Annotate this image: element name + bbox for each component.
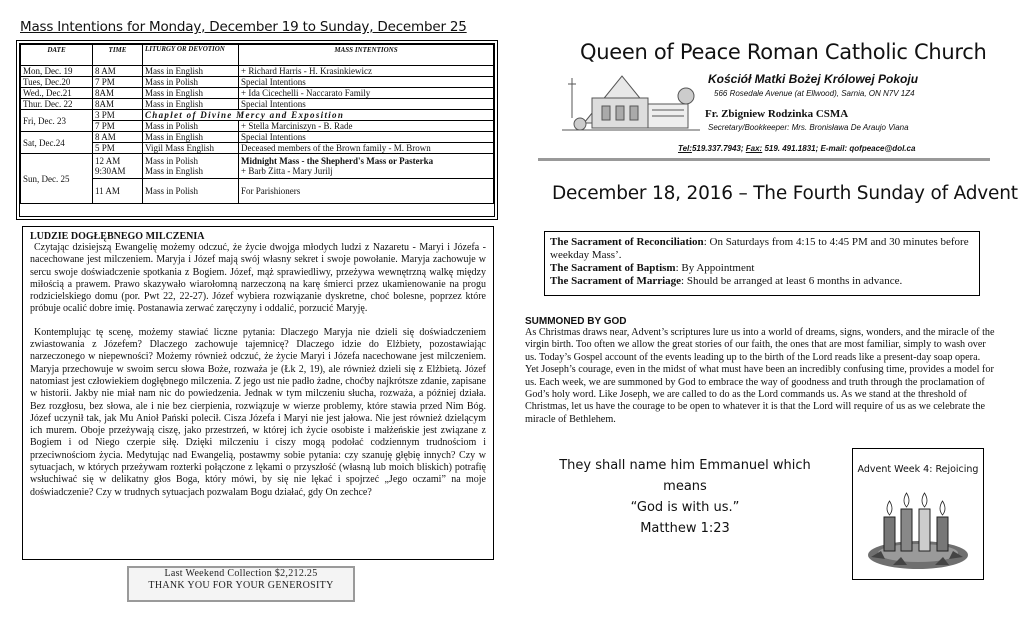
tel-label: Tel:	[678, 144, 692, 153]
row-intention: + Richard Harris - H. Krasinkiewicz	[239, 66, 494, 77]
row-time: 8AM	[93, 99, 143, 110]
row-liturgy: Mass in Polish	[143, 121, 239, 132]
row-date: Thur. Dec. 22	[21, 99, 93, 110]
row-time: 8AM	[93, 88, 143, 99]
row-liturgy: Vigil Mass English	[143, 143, 239, 154]
row-intention: Special Intentions	[239, 99, 494, 110]
quote-line-1: They shall name him Emmanuel which means	[559, 458, 811, 494]
sunday-title: December 18, 2016 – The Fourth Sunday of Advent	[552, 183, 1018, 204]
baptism-text: : By Appointment	[675, 262, 755, 274]
row-chaplet: Chaplet of Divine Mercy and Exposition	[143, 110, 494, 121]
advent-wreath-icon	[863, 481, 973, 573]
row-liturgy	[143, 154, 239, 179]
table-row	[21, 88, 494, 99]
quote-line-2: “God is with us.”	[630, 500, 740, 515]
reconciliation-line	[550, 236, 979, 262]
row-liturgy-2: Mass in English	[145, 166, 204, 176]
table-row	[21, 99, 494, 110]
secretary-name: Secretary/Bookkeeper: Mrs. Bronisława De Araujo Viana	[708, 123, 909, 132]
table-row	[21, 110, 494, 121]
tel-value: 519.337.7943;	[691, 144, 746, 153]
pastor-name: Fr. Zbigniew Rodzinka CSMA	[705, 108, 849, 120]
church-building-image	[562, 68, 700, 140]
scripture-quote	[540, 455, 830, 539]
mass-intentions-table	[20, 44, 494, 204]
row-date: Mon, Dec. 19	[21, 66, 93, 77]
reconciliation-text: : On Saturdays from 4:15 to 4:45 PM and 30 minutes before weekday Mass’.	[550, 236, 969, 261]
advent-wreath-box	[852, 448, 984, 580]
polish-article-body	[30, 242, 486, 499]
header-divider	[538, 158, 990, 161]
row-date: Sat, Dec.24	[21, 132, 93, 154]
mass-intentions-title: Mass Intentions for Monday, December 19 to Sunday, December 25	[20, 19, 467, 35]
marriage-line	[550, 275, 979, 288]
church-address: 566 Rosedale Avenue (at Ellwood), Sarnia, ON N7V 1Z4	[714, 89, 915, 98]
row-intention: Special Intentions	[239, 77, 494, 88]
marriage-text: : Should be arranged at least 6 months in advance.	[681, 275, 903, 287]
polish-paragraph-1: Czytając dzisiejszą Ewangelię możemy odczuć, że życie dwojga młodych ludzi z Nazaretu - Maryi i Józefa - nacechowane jest milczeniem. Maryja i Józef mają swój własny sekret i swoje powołanie. Maryja zachowuje w sercu swoje doświadczenie spotkania z Bogiem. Józef, mąż sprawiedliwy, przeżywa wewnętrzną walkę między miłością a prawem. Prawo skazywało wiarołomną narzeczoną na karę śmierci przez ukamienowanie na progu rodzicielskiego domu (por. Pwt 22, 22-27). Józef wybiera rozwiązanie dyskretne, choć bolesne, poprzez które próbuje ocalić dobre imię. Postanawia zerwać zaręczyny i oddalić, porzucić Maryję.	[30, 242, 486, 315]
church-name: Queen of Peace Roman Catholic Church	[580, 40, 987, 64]
church-name-polish: Kościół Matki Bożej Królowej Pokoju	[708, 72, 919, 86]
row-liturgy: Mass in Polish	[143, 77, 239, 88]
sacraments-box	[544, 231, 980, 296]
marriage-label: The Sacrament of Marriage	[550, 275, 682, 287]
row-date: Tues, Dec.20	[21, 77, 93, 88]
row-intention: Special Intentions	[239, 132, 494, 143]
table-row	[21, 77, 494, 88]
collection-box	[127, 566, 355, 602]
row-date: Wed., Dec.21	[21, 88, 93, 99]
row-liturgy: Mass in English	[143, 99, 239, 110]
row-time: 5 PM	[93, 143, 143, 154]
polish-article-title: LUDZIE DOGŁĘBNEGO MILCZENIA	[30, 231, 205, 242]
row-liturgy: Mass in Polish	[143, 179, 239, 204]
table-row	[21, 154, 494, 179]
row-intention: Deceased members of the Brown family - M. Brown	[239, 143, 494, 154]
reconciliation-label: The Sacrament of Reconciliation	[550, 236, 704, 248]
row-intention: + Ida Cicechelli - Naccarato Family	[239, 88, 494, 99]
collection-amount: Last Weekend Collection $2,212.25	[164, 568, 318, 579]
baptism-line	[550, 262, 979, 275]
col-time: TIME	[93, 45, 143, 66]
row-time: 11 AM	[93, 179, 143, 204]
table-row	[21, 66, 494, 77]
collection-thanks: THANK YOU FOR YOUR GENEROSITY	[148, 580, 334, 591]
row-date: Sun, Dec. 25	[21, 154, 93, 204]
summoned-title: SUMMONED BY GOD	[525, 316, 627, 327]
baptism-label: The Sacrament of Baptism	[550, 262, 676, 274]
summoned-body: As Christmas draws near, Advent’s scriptures lure us into a world of dreams, signs, wonders, and the miracle of the virgin birth. Too often we allow the great stories of our faith, the ones that are most familiar, simply to wash over us. Today’s Gospel account of the events leading up to the birth of the Lord reads like a present-day soap opera. Yet Joseph’s courage, even in the midst of what must have been an incredibly confusing time, provides a model for us. Each week, we are summoned by God to embrace the way of goodness and truth through the proclamation of God’s holy word. Like Joseph, we are called to do as the Lord commands us. As we stand at the threshold of Christmas, let us have the courage to be open to whatever it is that the Lord will require of us as we celebrate the miracle of Bethlehem.	[525, 327, 995, 425]
row-time-2: 9:30AM	[95, 166, 126, 176]
row-liturgy: Mass in English	[143, 66, 239, 77]
advent-week-label: Advent Week 4: Rejoicing	[857, 464, 979, 475]
row-liturgy: Mass in English	[143, 132, 239, 143]
row-time	[93, 154, 143, 179]
table-row	[21, 132, 494, 143]
row-intention: + Stella Marciniszyn - B. Rade	[239, 121, 494, 132]
col-liturgy: LITURGY OR DEVOTION	[143, 45, 239, 66]
row-time-1: 12 AM	[95, 156, 121, 166]
table-header-row	[21, 45, 494, 66]
quote-line-3: Matthew 1:23	[640, 521, 730, 536]
row-intention: For Parishioners	[239, 179, 494, 204]
row-intention-2: + Barb Zitta - Mary Jurilj	[241, 166, 333, 176]
row-intention-1: Midnight Mass - the Shepherd's Mass or Pasterka	[241, 156, 434, 166]
row-intention	[239, 154, 494, 179]
row-time: 8 AM	[93, 66, 143, 77]
row-time: 3 PM	[93, 110, 143, 121]
row-liturgy: Mass in English	[143, 88, 239, 99]
polish-paragraph-2: Kontemplując tę scenę, możemy stawiać liczne pytania: Dlaczego Maryja nie dzieli się doświadczeniem zwiastowania z Józefem? Dlaczego zachowuje tajemnicę? Dlaczego idzie do Elżbiety, pozostawiając narzeczonego w niepewności? Możemy również odczuć, że życie Maryi i Józefa nacechowane jest milczeniem. Maryja przechowuje w swoim sercu słowa Boże, rozważa je (Łk 2, 19), ale również dzieli się z Elżbietą. Józef natomiast jest człowiekiem dogłębnego milczenia. Z jego ust nie padło żadne, choćby najkrótsze zdanie, zapisane w historii. Jakby nie miał nam nic do powiedzenia. Jednak w tym milczeniu słucha, rozważa, a później działa. Bez rozgłosu, bez słowa, ale i nie bez cierpienia, rozwiązuje w wierze problemy, które stawia przed Nim Bóg. Józef uczynił tak, jak Mu Anioł Pański polecił. Cisza Józefa i Maryi nie jest jałowa. Nie jest również dzielącym ich murem. Oboje przeżywają ciszę, jako przestrzeń, w której ich życie osobiste i małżeńskie jest związane z Bogiem i od Niego czerpie siłę. Dzięki milczeniu i ciszy mogą podołać codziennym trudnościom i przeciwnościom życia. Medytując nad Ewangelią, postawmy sobie pytania: czy szanuję głębię innych? Czy w sytuacjach, w których przeżywam rozterki połączone z lękami o przyszłość (własną lub moich bliskich) potrafię wsłuchiwać się w delikatny głos Boga, który mówi, by się nie lękać i spojrzeć „Jego oczami” na moje doświadczenie? Czy w trudnych sytuacjach pozwalam Bogu działać, gdy On zechce?	[30, 326, 486, 498]
row-time: 7 PM	[93, 77, 143, 88]
contact-line	[678, 144, 915, 153]
row-time: 7 PM	[93, 121, 143, 132]
row-date: Fri, Dec. 23	[21, 110, 93, 132]
mass-intentions-box	[16, 40, 498, 220]
fax-email-value: 519. 491.1831; E-mail: qofpeace@dol.ca	[762, 144, 916, 153]
col-intentions: MASS INTENTIONS	[239, 45, 494, 66]
col-date: DATE	[21, 45, 93, 66]
row-liturgy-1: Mass in Polish	[145, 156, 199, 166]
fax-label: Fax:	[745, 144, 763, 153]
row-time: 8 AM	[93, 132, 143, 143]
